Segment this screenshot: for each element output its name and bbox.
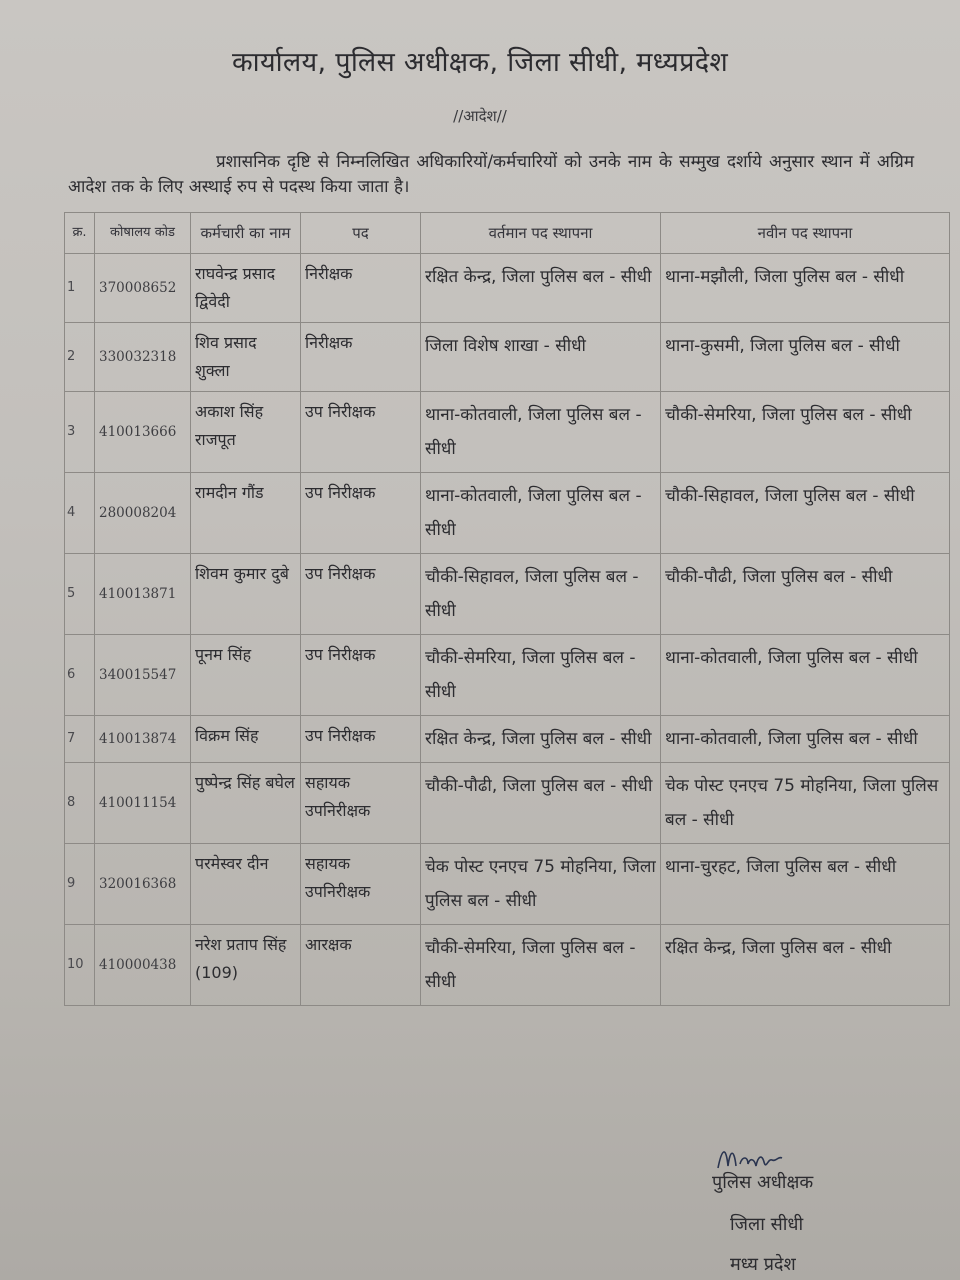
cell-current-posting: थाना-कोतवाली, जिला पुलिस बल - सीधी (421, 473, 661, 553)
cell-sn: 2 (65, 323, 95, 391)
cell-new-posting: रक्षित केन्द्र, जिला पुलिस बल - सीधी (665, 938, 892, 958)
cell-post: उप निरीक्षक (301, 716, 421, 762)
cell-new-posting: थाना-मझौली, जिला पुलिस बल - सीधी (665, 267, 905, 287)
office-title: कार्यालय, पुलिस अधीक्षक, जिला सीधी, मध्यप्रदेश (231, 47, 729, 78)
cell-post: उप निरीक्षक (301, 473, 421, 553)
table-row (65, 716, 949, 763)
table-body (65, 254, 949, 1005)
cell-code: 410000438 (95, 925, 191, 1005)
table-row (65, 473, 949, 554)
cell-code: 410013666 (95, 392, 191, 472)
cell-code: 370008652 (95, 254, 191, 322)
cell-post: सहायक उपनिरीक्षक (301, 763, 421, 843)
cell-name: पूनम सिंह (191, 635, 301, 715)
cell-new-posting: थाना-कुसमी, जिला पुलिस बल - सीधी (665, 336, 900, 356)
cell-sn: 5 (65, 554, 95, 634)
cell-post: सहायक उपनिरीक्षक (301, 844, 421, 924)
cell-post: निरीक्षक (301, 254, 421, 322)
signature-district: जिला सीधी (730, 1214, 804, 1235)
cell-post: आरक्षक (301, 925, 421, 1005)
order-intro (68, 150, 914, 200)
cell-code: 410013871 (95, 554, 191, 634)
cell-code: 320016368 (95, 844, 191, 924)
cell-sn: 4 (65, 473, 95, 553)
cell-current-posting: चौकी-सेमरिया, जिला पुलिस बल - सीधी (421, 635, 661, 715)
cell-current-posting: रक्षित केन्द्र, जिला पुलिस बल - सीधी (421, 254, 661, 322)
cell-new-posting: थाना-कोतवाली, जिला पुलिस बल - सीधी (665, 648, 918, 668)
cell-code: 410013874 (95, 716, 191, 762)
cell-code: 410011154 (95, 763, 191, 843)
header-new-posting: नवीन पद स्थापना (757, 224, 853, 242)
cell-name: नरेश प्रताप सिंह (109) (191, 925, 301, 1005)
cell-current-posting: चौकी-सिहावल, जिला पुलिस बल - सीधी (421, 554, 661, 634)
signature-designation: पुलिस अधीक्षक (712, 1172, 814, 1193)
cell-sn: 10 (65, 925, 95, 1005)
table-row (65, 763, 949, 844)
cell-current-posting: जिला विशेष शाखा - सीधी (421, 323, 661, 391)
header-current-posting: वर्तमान पद स्थापना (421, 213, 661, 253)
table-row (65, 635, 949, 716)
cell-post: निरीक्षक (301, 323, 421, 391)
order-label: //आदेश// (453, 107, 507, 125)
cell-code: 330032318 (95, 323, 191, 391)
cell-name: अकाश सिंह राजपूत (191, 392, 301, 472)
cell-name: शिवम कुमार दुबे (191, 554, 301, 634)
cell-sn: 3 (65, 392, 95, 472)
signature-state: मध्य प्रदेश (730, 1254, 796, 1275)
cell-code: 340015547 (95, 635, 191, 715)
cell-new-posting: चौकी-सिहावल, जिला पुलिस बल - सीधी (665, 486, 915, 506)
header-code: कोषालय कोड (95, 213, 191, 253)
cell-name: राघवेन्द्र प्रसाद द्विवेदी (191, 254, 301, 322)
cell-post: उप निरीक्षक (301, 635, 421, 715)
table-header-row (65, 213, 949, 254)
header-post: पद (301, 213, 421, 253)
cell-current-posting: थाना-कोतवाली, जिला पुलिस बल - सीधी (421, 392, 661, 472)
header-name: कर्मचारी का नाम (191, 213, 301, 253)
cell-post: उप निरीक्षक (301, 554, 421, 634)
cell-sn: 7 (65, 716, 95, 762)
posting-table (64, 212, 950, 1006)
cell-name: परमेस्वर दीन (191, 844, 301, 924)
cell-new-posting: चौकी-पौढी, जिला पुलिस बल - सीधी (665, 567, 893, 587)
table-row (65, 254, 949, 323)
table-row (65, 844, 949, 925)
cell-current-posting: चौकी-सेमरिया, जिला पुलिस बल - सीधी (421, 925, 661, 1005)
cell-current-posting: चेक पोस्ट एनएच 75 मोहनिया, जिला पुलिस बल - सीधी (421, 844, 661, 924)
cell-name: पुष्पेन्द्र सिंह बघेल (191, 763, 301, 843)
table-row (65, 554, 949, 635)
table-row (65, 323, 949, 392)
cell-name: शिव प्रसाद शुक्ला (191, 323, 301, 391)
cell-sn: 9 (65, 844, 95, 924)
cell-new-posting: चेक पोस्ट एनएच 75 मोहनिया, जिला पुलिस बल - सीधी (665, 776, 939, 830)
cell-new-posting: थाना-चुरहट, जिला पुलिस बल - सीधी (665, 857, 897, 877)
cell-post: उप निरीक्षक (301, 392, 421, 472)
header-sn: क्र. (65, 213, 95, 253)
cell-new-posting: थाना-कोतवाली, जिला पुलिस बल - सीधी (665, 729, 918, 749)
cell-sn: 1 (65, 254, 95, 322)
cell-name: रामदीन गौंड (191, 473, 301, 553)
cell-new-posting: चौकी-सेमरिया, जिला पुलिस बल - सीधी (665, 405, 912, 425)
cell-sn: 8 (65, 763, 95, 843)
cell-current-posting: चौकी-पौढी, जिला पुलिस बल - सीधी (421, 763, 661, 843)
table-row (65, 925, 949, 1005)
cell-current-posting: रक्षित केन्द्र, जिला पुलिस बल - सीधी (421, 716, 661, 762)
cell-name: विक्रम सिंह (191, 716, 301, 762)
table-row (65, 392, 949, 473)
cell-code: 280008204 (95, 473, 191, 553)
cell-sn: 6 (65, 635, 95, 715)
order-intro-text: प्रशासनिक दृष्टि से निम्नलिखित अधिकारियों/कर्मचारियों को उनके नाम के सम्मुख दर्शाये अनुसार स्थान में अग्रिम आदेश तक के लिए अस्थाई रुप से पदस्थ किया जाता है। (68, 152, 914, 197)
